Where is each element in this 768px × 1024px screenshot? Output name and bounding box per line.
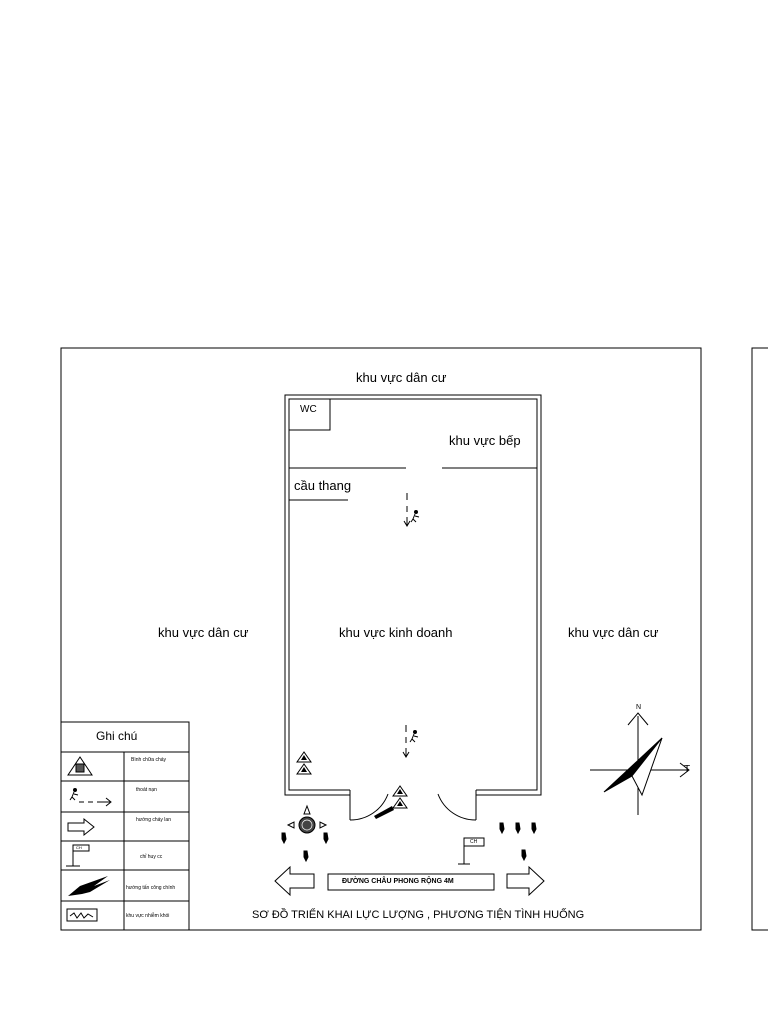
legend-icon-smoke xyxy=(67,909,97,921)
compass-north: N xyxy=(636,704,642,711)
legend-title: Ghi chú xyxy=(96,729,138,743)
legend-flag-code: CH xyxy=(76,845,82,850)
legend-label-escape: thoát nạn xyxy=(136,787,157,793)
extinguisher-door-1 xyxy=(393,786,407,796)
road-arrow-left xyxy=(275,867,314,895)
kitchen-label: khu vực bếp xyxy=(449,433,521,448)
stairs-label: cầu thang xyxy=(294,478,352,493)
door-swing-left xyxy=(350,794,388,820)
left-area-label: khu vực dân cư xyxy=(158,625,249,640)
compass xyxy=(590,713,689,815)
diagram-caption: SƠ ĐỒ TRIỂN KHAI LỰC LƯỢNG , PHƯƠNG TIỆN TÌNH HUỐNG xyxy=(252,909,585,921)
legend-icon-fire-spread xyxy=(68,819,94,835)
extinguisher-door-2 xyxy=(393,798,407,808)
wc-label: WC xyxy=(300,404,317,415)
escape-route-lower xyxy=(403,725,418,757)
firefighters-left xyxy=(282,833,328,861)
top-area-label: khu vực dân cư xyxy=(356,370,447,385)
legend-icon-escape xyxy=(70,789,111,807)
flag-code: CH xyxy=(470,839,478,845)
extinguisher-left-1 xyxy=(297,752,311,762)
firefighters-right xyxy=(500,823,536,860)
legend-label-main-attack: hướng tấn công chính xyxy=(126,885,176,891)
legend-icon-extinguisher xyxy=(68,757,92,775)
road-label: ĐƯỜNG CHÂU PHONG RỘNG 4M xyxy=(342,878,454,885)
building-inner-wall xyxy=(289,399,537,790)
business-area-label: khu vực kinh doanh xyxy=(339,625,453,640)
legend-label-smoke: khu vực nhiễm khói xyxy=(126,913,170,919)
escape-route-upper xyxy=(404,493,419,526)
adjacent-frame xyxy=(752,348,768,930)
right-area-label: khu vực dân cư xyxy=(568,625,659,640)
fire-hydrant xyxy=(288,806,326,833)
legend-label-fire-spread: hướng cháy lan xyxy=(136,817,171,823)
legend-icon-main-attack xyxy=(68,876,110,896)
building-outer-wall xyxy=(285,395,541,795)
road-arrow-right xyxy=(507,867,544,895)
compass-east: T xyxy=(684,764,691,775)
extinguisher-left-2 xyxy=(297,764,311,774)
door-swing-right xyxy=(438,794,476,820)
legend-label-command: chỉ huy cc xyxy=(140,854,163,860)
legend-label-extinguisher: Bình chữa cháy xyxy=(131,757,167,763)
attack-arrow-door xyxy=(374,806,394,819)
